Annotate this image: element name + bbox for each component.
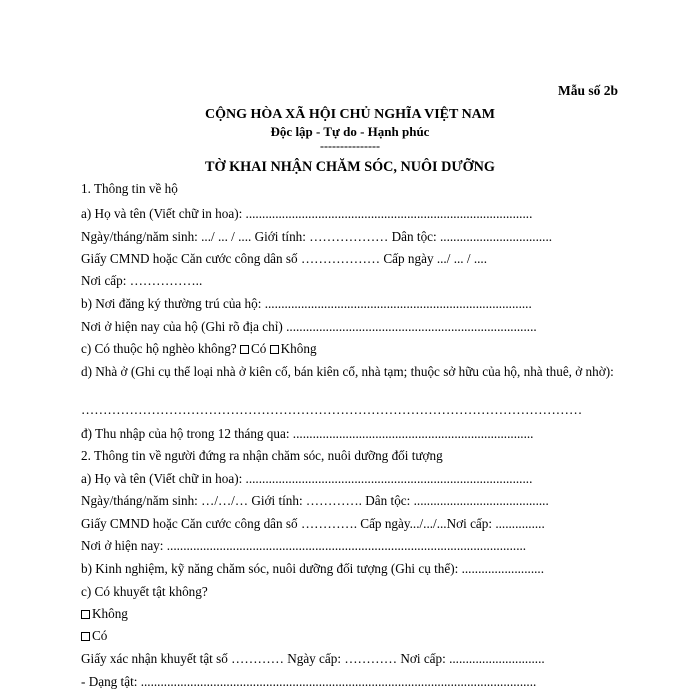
s2-current-residence-field[interactable]: Nơi ở hiện nay: ............................................................................................................. xyxy=(81,538,527,553)
s2-disability-yes-row xyxy=(81,628,107,644)
s1-dob-field[interactable]: Ngày/tháng/năm sinh: .../ ... / .... Giới tính: ……………… Dân tộc: .................................. xyxy=(81,229,553,244)
s2-full-name-field[interactable]: a) Họ và tên (Viết chữ in hoa): ....................................................................................... xyxy=(81,471,533,486)
disability-yes-label: Có xyxy=(92,628,108,643)
header-divider: --------------- xyxy=(320,139,380,153)
checkbox-disability-no[interactable] xyxy=(81,610,90,619)
s1-housing-field[interactable]: …………………………………………………………………………………………………… xyxy=(81,402,583,417)
s1-permanent-residence-field[interactable]: b) Nơi đăng ký thường trú của hộ: ................................................................................. xyxy=(81,296,532,311)
checkbox-poor-no[interactable] xyxy=(270,345,279,354)
section2-heading: 2. Thông tin về người đứng ra nhận chăm sóc, nuôi dưỡng đối tượng xyxy=(81,448,443,463)
checkbox-disability-yes[interactable] xyxy=(81,632,90,641)
s1-poor-household-row xyxy=(81,341,317,357)
s1-issue-place-field[interactable]: Nơi cấp: …………….. xyxy=(81,273,203,288)
s2-experience-field[interactable]: b) Kinh nghiệm, kỹ năng chăm sóc, nuôi dưỡng đối tượng (Ghi cụ thể): ......................... xyxy=(81,561,545,576)
s2-id-card-field[interactable]: Giấy CMND hoặc Căn cước công dân số …………. Cấp ngày.../.../...Nơi cấp: ............... xyxy=(81,516,545,531)
checkbox-poor-yes[interactable] xyxy=(240,345,249,354)
s1-income-field[interactable]: đ) Thu nhập của hộ trong 12 tháng qua: ......................................................................... xyxy=(81,426,534,441)
form-number: Mẫu số 2b xyxy=(557,83,618,98)
document-title: TỜ KHAI NHẬN CHĂM SÓC, NUÔI DƯỠNG xyxy=(205,159,495,175)
national-title: CỘNG HÒA XÃ HỘI CHỦ NGHĨA VIỆT NAM xyxy=(204,107,495,122)
s2-dob-field[interactable]: Ngày/tháng/năm sinh: …/…/… Giới tính: …………. Dân tộc: ......................................... xyxy=(81,493,549,508)
s1-current-residence-field[interactable]: Nơi ở hiện nay của hộ (Ghi rõ địa chỉ) ............................................................................ xyxy=(81,319,537,334)
s1-housing-question: d) Nhà ở (Ghi cụ thể loại nhà ở kiên cố, bán kiên cố, nhà tạm; thuộc sở hữu của hộ, nhà thuê, ở nhờ): xyxy=(81,364,614,379)
s1-full-name-field[interactable]: a) Họ và tên (Viết chữ in hoa): ....................................................................................... xyxy=(81,206,533,221)
s2-disability-type-field[interactable]: - Dạng tật: ........................................................................................................................ xyxy=(81,674,537,689)
national-motto: Độc lập - Tự do - Hạnh phúc xyxy=(270,124,430,139)
s2-disability-question: c) Có khuyết tật không? xyxy=(81,584,208,599)
s2-disability-no-row xyxy=(81,606,128,622)
poor-household-question: c) Có thuộc hộ nghèo không? xyxy=(81,341,237,356)
poor-no-label: Không xyxy=(280,341,317,356)
poor-yes-label: Có xyxy=(250,341,267,356)
section1-heading: 1. Thông tin về hộ xyxy=(81,181,178,196)
s1-id-card-field[interactable]: Giấy CMND hoặc Căn cước công dân số ……………… Cấp ngày .../ ... / .... xyxy=(81,251,488,266)
disability-no-label: Không xyxy=(92,606,128,621)
s2-disability-cert-field[interactable]: Giấy xác nhận khuyết tật số ………… Ngày cấp: ………… Nơi cấp: ............................. xyxy=(81,651,545,666)
